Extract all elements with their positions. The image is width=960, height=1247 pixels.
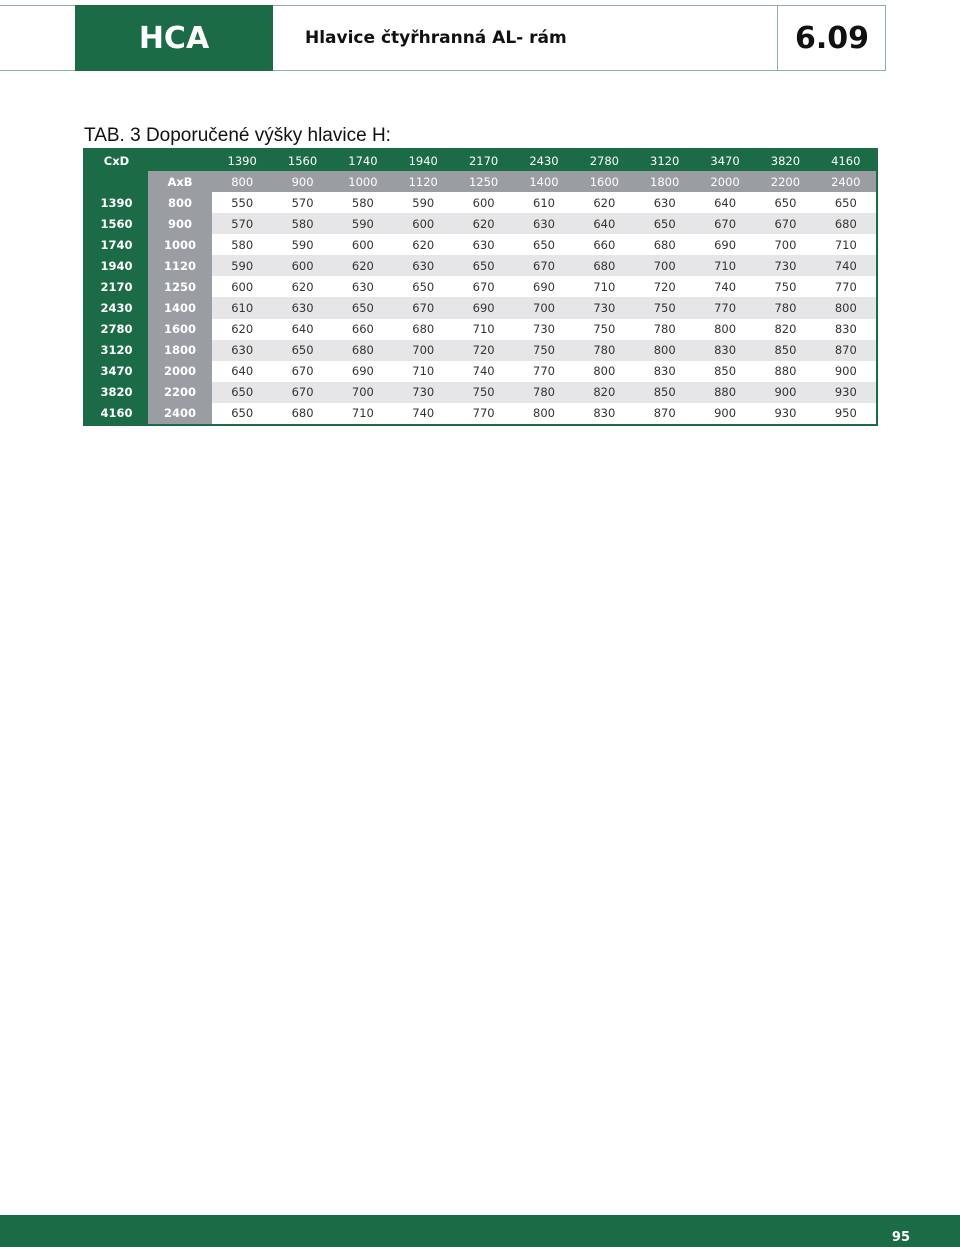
table-cell: 880 [755,361,815,382]
table-cell: 770 [816,276,876,297]
table-cell: 850 [755,340,815,361]
table-cell: 660 [574,234,634,255]
table-cell: 750 [755,276,815,297]
table-cell: 570 [272,192,332,213]
table-cell: 640 [272,319,332,340]
column-header-cxd: 1740 [333,150,393,171]
table-cell: 800 [635,340,695,361]
table-cell: 800 [514,403,574,424]
header-blank [85,171,148,192]
corner-label-cxd: CxD [85,150,148,171]
table-cell: 740 [393,403,453,424]
table-cell: 590 [212,255,272,276]
table-cell: 630 [393,255,453,276]
column-header-axb: 2000 [695,171,755,192]
row-header-axb: 1800 [148,340,212,361]
header-row-cxd [85,150,876,171]
row-header-axb: 2000 [148,361,212,382]
row-header-axb: 1000 [148,234,212,255]
table-cell: 630 [514,213,574,234]
row-header-cxd: 3470 [85,361,148,382]
table-cell: 650 [272,340,332,361]
table-cell: 680 [635,234,695,255]
table-cell: 750 [635,297,695,318]
table-cell: 900 [755,382,815,403]
table-row [85,234,876,255]
column-header-cxd: 1940 [393,150,453,171]
table-row [85,276,876,297]
table-cell: 680 [272,403,332,424]
column-header-axb: 1000 [333,171,393,192]
table-cell: 710 [333,403,393,424]
table-cell: 650 [393,276,453,297]
table-row [85,192,876,213]
table-cell: 850 [635,382,695,403]
column-header-cxd: 3820 [755,150,815,171]
table-cell: 570 [212,213,272,234]
table-cell: 580 [272,213,332,234]
table-cell: 670 [393,297,453,318]
row-header-axb: 2400 [148,403,212,424]
header-row-axb [85,171,876,192]
table-cell: 730 [755,255,815,276]
table-cell: 700 [393,340,453,361]
row-header-cxd: 2780 [85,319,148,340]
table-cell: 630 [635,192,695,213]
table-cell: 750 [453,382,513,403]
table-cell: 630 [333,276,393,297]
table-cell: 590 [393,192,453,213]
row-header-cxd: 2170 [85,276,148,297]
table-cell: 670 [272,361,332,382]
table-cell: 710 [574,276,634,297]
table-row [85,403,876,424]
product-code: HCA [75,5,273,71]
table-cell: 650 [755,192,815,213]
table-cell: 690 [453,297,513,318]
table-cell: 640 [695,192,755,213]
table-cell: 600 [393,213,453,234]
table-cell: 930 [755,403,815,424]
table-cell: 680 [393,319,453,340]
table-cell: 650 [453,255,513,276]
table-cell: 580 [212,234,272,255]
header-blank [148,150,212,171]
table-cell: 800 [695,319,755,340]
column-header-cxd: 2430 [514,150,574,171]
row-header-cxd: 3120 [85,340,148,361]
table-cell: 710 [695,255,755,276]
table-title: TAB. 3 Doporučené výšky hlavice H: [84,125,391,146]
section-number: 6.09 [794,20,870,56]
row-header-axb: 1250 [148,276,212,297]
table-row [85,213,876,234]
column-header-axb: 800 [212,171,272,192]
table-cell: 750 [574,319,634,340]
table-cell: 690 [333,361,393,382]
table-cell: 600 [212,276,272,297]
table-cell: 670 [755,213,815,234]
column-header-cxd: 2170 [453,150,513,171]
table-cell: 620 [574,192,634,213]
table-cell: 770 [695,297,755,318]
table-cell: 820 [574,382,634,403]
table-cell: 610 [212,297,272,318]
table-cell: 930 [816,382,876,403]
table-cell: 830 [816,319,876,340]
table-cell: 730 [574,297,634,318]
table-cell: 670 [453,276,513,297]
table-cell: 720 [635,276,695,297]
table-cell: 770 [453,403,513,424]
table-cell: 740 [695,276,755,297]
table-cell: 640 [212,361,272,382]
table-cell: 650 [333,297,393,318]
table-cell: 630 [272,297,332,318]
column-header-cxd: 1390 [212,150,272,171]
table-cell: 730 [393,382,453,403]
table-row [85,319,876,340]
row-header-cxd: 1740 [85,234,148,255]
table-cell: 650 [212,403,272,424]
footer-bar [0,1215,960,1247]
table-cell: 650 [514,234,574,255]
table-cell: 710 [816,234,876,255]
table-cell: 780 [574,340,634,361]
row-header-cxd: 2430 [85,297,148,318]
table-cell: 670 [272,382,332,403]
column-header-cxd: 3470 [695,150,755,171]
column-header-cxd: 1560 [272,150,332,171]
table-cell: 820 [755,319,815,340]
column-header-axb: 1120 [393,171,453,192]
table-cell: 720 [453,340,513,361]
height-table-grid [85,150,876,424]
row-header-cxd: 1940 [85,255,148,276]
table-cell: 610 [514,192,574,213]
table-cell: 580 [333,192,393,213]
table-cell: 680 [333,340,393,361]
row-header-axb: 1600 [148,319,212,340]
table-cell: 900 [816,361,876,382]
table-cell: 680 [574,255,634,276]
column-header-axb: 1800 [635,171,695,192]
table-cell: 630 [453,234,513,255]
table-cell: 730 [514,319,574,340]
table-cell: 680 [816,213,876,234]
row-header-axb: 900 [148,213,212,234]
row-header-cxd: 3820 [85,382,148,403]
column-header-axb: 900 [272,171,332,192]
table-cell: 750 [514,340,574,361]
table-row [85,297,876,318]
table-cell: 650 [816,192,876,213]
table-cell: 950 [816,403,876,424]
table-cell: 740 [453,361,513,382]
table-cell: 620 [272,276,332,297]
table-cell: 600 [453,192,513,213]
corner-label-axb: AxB [148,171,212,192]
table-cell: 690 [695,234,755,255]
table-cell: 670 [514,255,574,276]
table-row [85,340,876,361]
height-table [83,148,878,426]
table-cell: 630 [212,340,272,361]
page-title: Hlavice čtyřhranná AL- rám [305,28,567,48]
column-header-cxd: 4160 [816,150,876,171]
table-cell: 770 [514,361,574,382]
table-cell: 650 [635,213,695,234]
table-cell: 870 [635,403,695,424]
table-cell: 870 [816,340,876,361]
table-cell: 800 [816,297,876,318]
table-cell: 880 [695,382,755,403]
table-cell: 640 [574,213,634,234]
table-cell: 830 [635,361,695,382]
table-cell: 780 [755,297,815,318]
table-cell: 780 [514,382,574,403]
row-header-axb: 2200 [148,382,212,403]
column-header-axb: 1600 [574,171,634,192]
table-row [85,361,876,382]
table-cell: 710 [393,361,453,382]
table-cell: 710 [453,319,513,340]
column-header-axb: 1400 [514,171,574,192]
table-cell: 650 [212,382,272,403]
table-cell: 620 [333,255,393,276]
row-header-cxd: 1390 [85,192,148,213]
table-cell: 600 [333,234,393,255]
column-header-cxd: 2780 [574,150,634,171]
table-cell: 590 [272,234,332,255]
table-cell: 780 [635,319,695,340]
row-header-cxd: 4160 [85,403,148,424]
table-cell: 620 [393,234,453,255]
table-cell: 700 [333,382,393,403]
table-cell: 590 [333,213,393,234]
table-cell: 600 [272,255,332,276]
table-cell: 550 [212,192,272,213]
table-cell: 670 [695,213,755,234]
page-number: 95 [891,1230,910,1245]
row-header-cxd: 1560 [85,213,148,234]
table-cell: 830 [574,403,634,424]
column-header-axb: 2400 [816,171,876,192]
table-cell: 830 [695,340,755,361]
table-cell: 620 [212,319,272,340]
table-cell: 660 [333,319,393,340]
row-header-axb: 1120 [148,255,212,276]
table-cell: 900 [695,403,755,424]
column-header-axb: 2200 [755,171,815,192]
table-cell: 850 [695,361,755,382]
table-cell: 700 [514,297,574,318]
column-header-cxd: 3120 [635,150,695,171]
table-row [85,255,876,276]
table-cell: 690 [514,276,574,297]
table-row [85,382,876,403]
table-cell: 700 [635,255,695,276]
table-cell: 700 [755,234,815,255]
table-cell: 620 [453,213,513,234]
table-cell: 800 [574,361,634,382]
table-cell: 740 [816,255,876,276]
column-header-axb: 1250 [453,171,513,192]
row-header-axb: 1400 [148,297,212,318]
row-header-axb: 800 [148,192,212,213]
